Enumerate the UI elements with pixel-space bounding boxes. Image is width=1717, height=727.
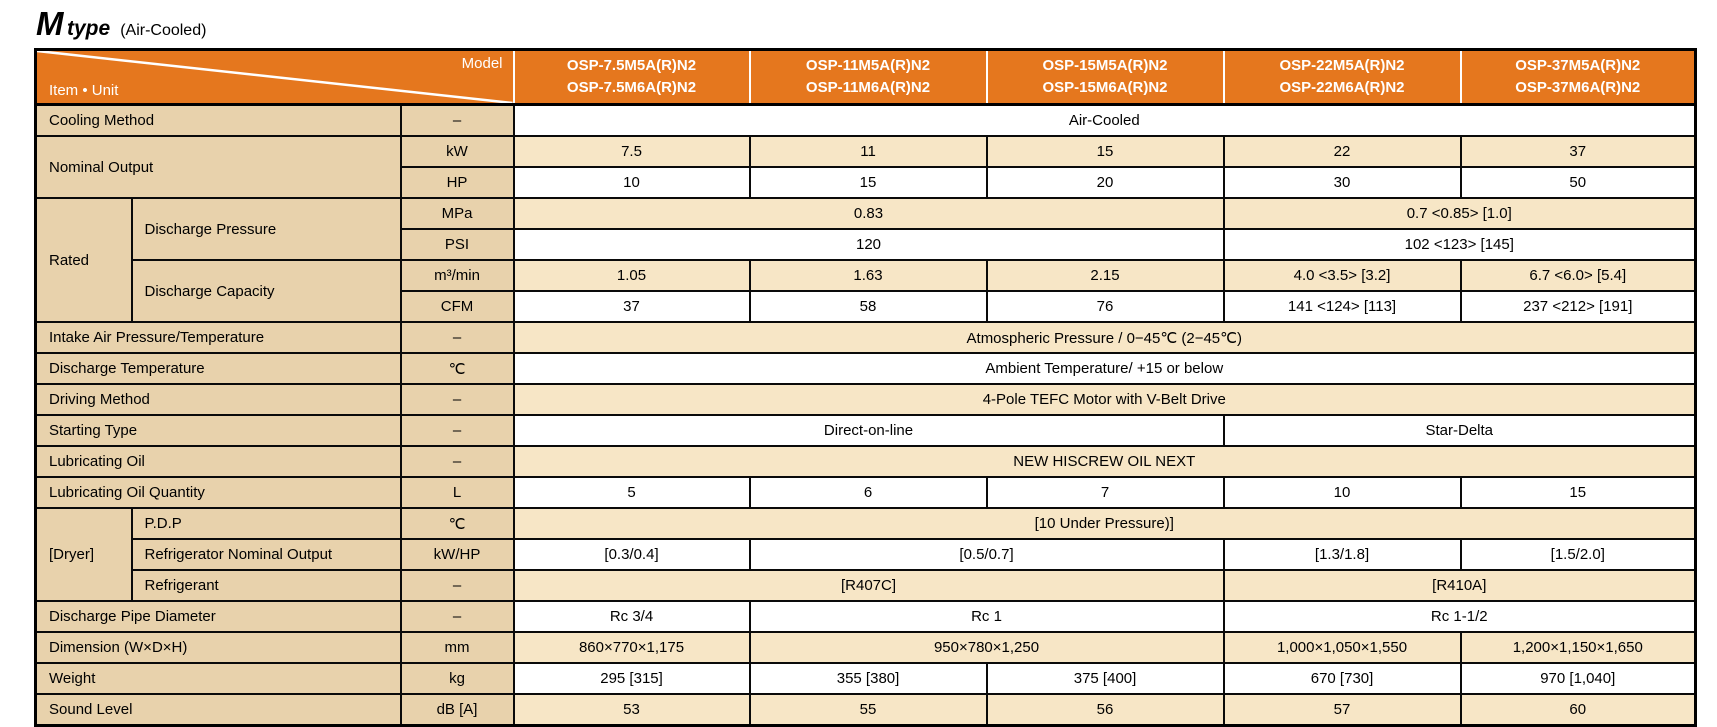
value-cell: 102 <123> [145]	[1224, 229, 1696, 260]
value-cell: 37	[514, 291, 750, 322]
value-cell: 860×770×1,175	[514, 632, 750, 663]
row-label: Driving Method	[36, 384, 401, 415]
model-name: OSP-22M5A(R)N2	[1279, 56, 1405, 74]
model-name: OSP-7.5M6A(R)N2	[566, 79, 697, 96]
value-cell: 7	[987, 477, 1224, 508]
unit-cell: ℃	[401, 353, 514, 384]
unit-cell: –	[401, 415, 514, 446]
row-starting-type	[36, 415, 1696, 446]
value-cell: 15	[1461, 477, 1696, 508]
value-cell: 0.83	[514, 198, 1224, 229]
row-label: Nominal Output	[36, 136, 401, 198]
value-cell: 10	[514, 167, 750, 198]
header-row	[36, 50, 1696, 105]
model-name: OSP-37M5A(R)N2	[1515, 56, 1641, 74]
value-cell: 56	[987, 694, 1224, 726]
row-label: Lubricating Oil Quantity	[36, 477, 401, 508]
unit-cell: HP	[401, 167, 514, 198]
unit-cell: –	[401, 570, 514, 601]
value-cell: 20	[987, 167, 1224, 198]
value-cell: 15	[750, 167, 987, 198]
title-suffix: (Air-Cooled)	[120, 22, 207, 39]
row-label: Sound Level	[36, 694, 401, 726]
value-cell: 950×780×1,250	[750, 632, 1224, 663]
value-cell: Direct-on-line	[514, 415, 1224, 446]
value-cell: 7.5	[514, 136, 750, 167]
row-lubricating-oil	[36, 446, 1696, 477]
value-cell: 30	[1224, 167, 1461, 198]
value-cell: Ambient Temperature/ +15 or below	[514, 353, 1696, 384]
unit-cell: –	[401, 384, 514, 415]
item-unit-header-cell	[36, 50, 514, 105]
model-name: OSP-15M5A(R)N2	[1042, 56, 1168, 74]
sub-label: Refrigerator Nominal Output	[132, 539, 401, 570]
value-cell: [0.5/0.7]	[750, 539, 1224, 570]
unit-cell: kW/HP	[401, 539, 514, 570]
row-label: Discharge Temperature	[36, 353, 401, 384]
value-cell: [1.5/2.0]	[1461, 539, 1696, 570]
unit-cell: dB [A]	[401, 694, 514, 726]
model-name: OSP-11M5A(R)N2	[805, 56, 931, 74]
model-column-header	[750, 50, 987, 105]
row-nominal-output-kw	[36, 136, 1696, 167]
value-cell: Star-Delta	[1224, 415, 1696, 446]
value-cell: [1.3/1.8]	[1224, 539, 1461, 570]
unit-cell: –	[401, 105, 514, 137]
value-cell: 4.0 <3.5> [3.2]	[1224, 260, 1461, 291]
row-label: Intake Air Pressure/Temperature	[36, 322, 401, 353]
value-cell: 22	[1224, 136, 1461, 167]
row-discharge-pipe-diameter	[36, 601, 1696, 632]
value-cell: [R407C]	[514, 570, 1224, 601]
value-cell: 141 <124> [113]	[1224, 291, 1461, 322]
unit-cell: –	[401, 601, 514, 632]
value-cell: 970 [1,040]	[1461, 663, 1696, 694]
value-cell: 60	[1461, 694, 1696, 726]
row-discharge-pressure-mpa	[36, 198, 1696, 229]
value-cell: 4-Pole TEFC Motor with V-Belt Drive	[514, 384, 1696, 415]
model-name: OSP-15M6A(R)N2	[1042, 79, 1168, 96]
value-cell: Air-Cooled	[514, 105, 1696, 137]
row-intake-air	[36, 322, 1696, 353]
title-word: type	[67, 17, 111, 40]
value-cell: 50	[1461, 167, 1696, 198]
model-column-header	[987, 50, 1224, 105]
unit-cell: ℃	[401, 508, 514, 539]
value-cell: 57	[1224, 694, 1461, 726]
row-label: Dimension (W×D×H)	[36, 632, 401, 663]
value-cell: 76	[987, 291, 1224, 322]
value-cell: [0.3/0.4]	[514, 539, 750, 570]
row-weight	[36, 663, 1696, 694]
value-cell: 5	[514, 477, 750, 508]
row-dryer-pdp	[36, 508, 1696, 539]
row-label: Cooling Method	[36, 105, 401, 137]
value-cell: 1,200×1,150×1,650	[1461, 632, 1696, 663]
row-label: Weight	[36, 663, 401, 694]
sub-label: Discharge Pressure	[132, 198, 401, 260]
value-cell: [10 Under Pressure)]	[514, 508, 1696, 539]
item-unit-label: Item • Unit	[49, 82, 119, 99]
value-cell: 237 <212> [191]	[1461, 291, 1696, 322]
value-cell: Rc 1	[750, 601, 1224, 632]
value-cell: 0.7 <0.85> [1.0]	[1224, 198, 1696, 229]
row-driving-method	[36, 384, 1696, 415]
value-cell: 53	[514, 694, 750, 726]
value-cell: 11	[750, 136, 987, 167]
row-label: Lubricating Oil	[36, 446, 401, 477]
sub-label: Refrigerant	[132, 570, 401, 601]
value-cell: 55	[750, 694, 987, 726]
model-name: OSP-22M6A(R)N2	[1279, 79, 1405, 96]
value-cell: 355 [380]	[750, 663, 987, 694]
value-cell: 120	[514, 229, 1224, 260]
unit-cell: –	[401, 322, 514, 353]
unit-cell: –	[401, 446, 514, 477]
model-header-label: Model	[461, 55, 503, 72]
value-cell: 2.15	[987, 260, 1224, 291]
row-dimension	[36, 632, 1696, 663]
unit-cell: kg	[401, 663, 514, 694]
model-column-header	[514, 50, 750, 105]
unit-cell: L	[401, 477, 514, 508]
row-dryer-refrigerant	[36, 570, 1696, 601]
model-column-header	[1461, 50, 1696, 105]
unit-cell: mm	[401, 632, 514, 663]
spec-table	[34, 48, 1697, 727]
group-label: [Dryer]	[36, 508, 132, 601]
model-name: OSP-7.5M5A(R)N2	[566, 56, 697, 74]
value-cell: 1.63	[750, 260, 987, 291]
row-label: Discharge Pipe Diameter	[36, 601, 401, 632]
row-discharge-capacity-m3	[36, 260, 1696, 291]
row-dryer-refrigerator-output	[36, 539, 1696, 570]
sub-label: Discharge Capacity	[132, 260, 401, 322]
value-cell: 10	[1224, 477, 1461, 508]
group-label: Rated	[36, 198, 132, 322]
page-title	[36, 5, 1717, 42]
model-name: OSP-11M6A(R)N2	[805, 79, 931, 96]
value-cell: 295 [315]	[514, 663, 750, 694]
unit-cell: m³/min	[401, 260, 514, 291]
value-cell: Rc 1-1/2	[1224, 601, 1696, 632]
value-cell: 375 [400]	[987, 663, 1224, 694]
value-cell: Rc 3/4	[514, 601, 750, 632]
value-cell: 1.05	[514, 260, 750, 291]
value-cell: 6	[750, 477, 987, 508]
row-lubricating-oil-quantity	[36, 477, 1696, 508]
unit-cell: kW	[401, 136, 514, 167]
unit-cell: PSI	[401, 229, 514, 260]
model-column-header	[1224, 50, 1461, 105]
value-cell: 670 [730]	[1224, 663, 1461, 694]
value-cell: 58	[750, 291, 987, 322]
value-cell: Atmospheric Pressure / 0−45℃ (2−45℃)	[514, 322, 1696, 353]
value-cell: 6.7 <6.0> [5.4]	[1461, 260, 1696, 291]
row-discharge-temperature	[36, 353, 1696, 384]
value-cell: 1,000×1,050×1,550	[1224, 632, 1461, 663]
value-cell: NEW HISCREW OIL NEXT	[514, 446, 1696, 477]
row-sound-level	[36, 694, 1696, 726]
value-cell: 15	[987, 136, 1224, 167]
row-label: Starting Type	[36, 415, 401, 446]
row-cooling-method	[36, 105, 1696, 137]
value-cell: 37	[1461, 136, 1696, 167]
unit-cell: MPa	[401, 198, 514, 229]
value-cell: [R410A]	[1224, 570, 1696, 601]
unit-cell: CFM	[401, 291, 514, 322]
sub-label: P.D.P	[132, 508, 401, 539]
model-name: OSP-37M6A(R)N2	[1515, 79, 1641, 96]
title-letter: M	[36, 5, 64, 42]
